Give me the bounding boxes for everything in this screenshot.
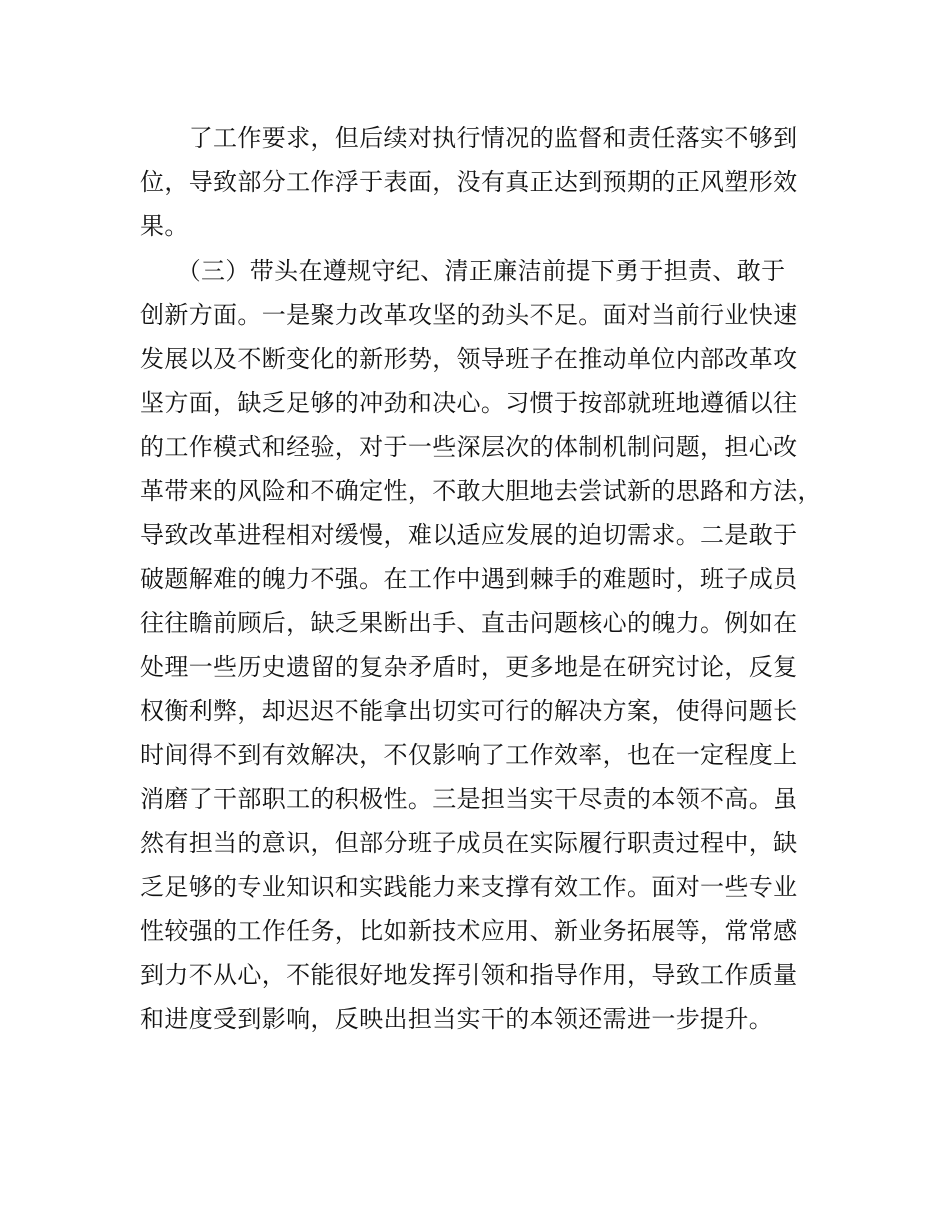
text-line: 破题解难的魄力不强。在工作中遇到棘手的难题时，班子成员 (140, 565, 798, 593)
text-line: 消磨了干部职工的积极性。三是担当实干尽责的本领不高。虽 (140, 785, 798, 813)
paragraph-section-three (140, 249, 830, 1041)
text-line: 处理一些历史遗留的复杂矛盾时，更多地是在研究讨论，反复 (140, 653, 798, 681)
paragraph-continuation (140, 116, 830, 248)
text-line: 革带来的风险和不确定性，不敢大胆地去尝试新的思路和方法， (140, 477, 822, 505)
text-line: 的工作模式和经验，对于一些深层次的体制机制问题，担心改 (140, 433, 798, 461)
text-line: 性较强的工作任务，比如新技术应用、新业务拓展等，常常感 (140, 917, 798, 945)
text-line: 往往瞻前顾后，缺乏果断出手、直击问题核心的魄力。例如在 (140, 609, 798, 637)
text-line: 果。 (140, 212, 189, 240)
text-line: 乏足够的专业知识和实践能力来支撑有效工作。面对一些专业 (140, 873, 798, 901)
text-line: 坚方面，缺乏足够的冲劲和决心。习惯于按部就班地遵循以往 (140, 389, 798, 417)
text-line: 和进度受到影响，反映出担当实干的本领还需进一步提升。 (140, 1005, 774, 1033)
text-line: 发展以及不断变化的新形势，领导班子在推动单位内部改革攻 (140, 345, 798, 373)
text-line: （三）带头在遵规守纪、清正廉洁前提下勇于担责、敢于 (140, 257, 786, 285)
text-line: 了工作要求，但后续对执行情况的监督和责任落实不够到 (140, 124, 798, 152)
text-line: 导致改革进程相对缓慢，难以适应发展的迫切需求。二是敢于 (140, 521, 798, 549)
text-line: 然有担当的意识，但部分班子成员在实际履行职责过程中，缺 (140, 829, 798, 857)
text-line: 权衡利弊，却迟迟不能拿出切实可行的解决方案，使得问题长 (140, 697, 798, 725)
text-line: 创新方面。一是聚力改革攻坚的劲头不足。面对当前行业快速 (140, 301, 798, 329)
text-line: 到力不从心，不能很好地发挥引领和指导作用，导致工作质量 (140, 961, 798, 989)
text-line: 时间得不到有效解决，不仅影响了工作效率，也在一定程度上 (140, 741, 798, 769)
text-line: 位，导致部分工作浮于表面，没有真正达到预期的正风塑形效 (140, 168, 798, 196)
